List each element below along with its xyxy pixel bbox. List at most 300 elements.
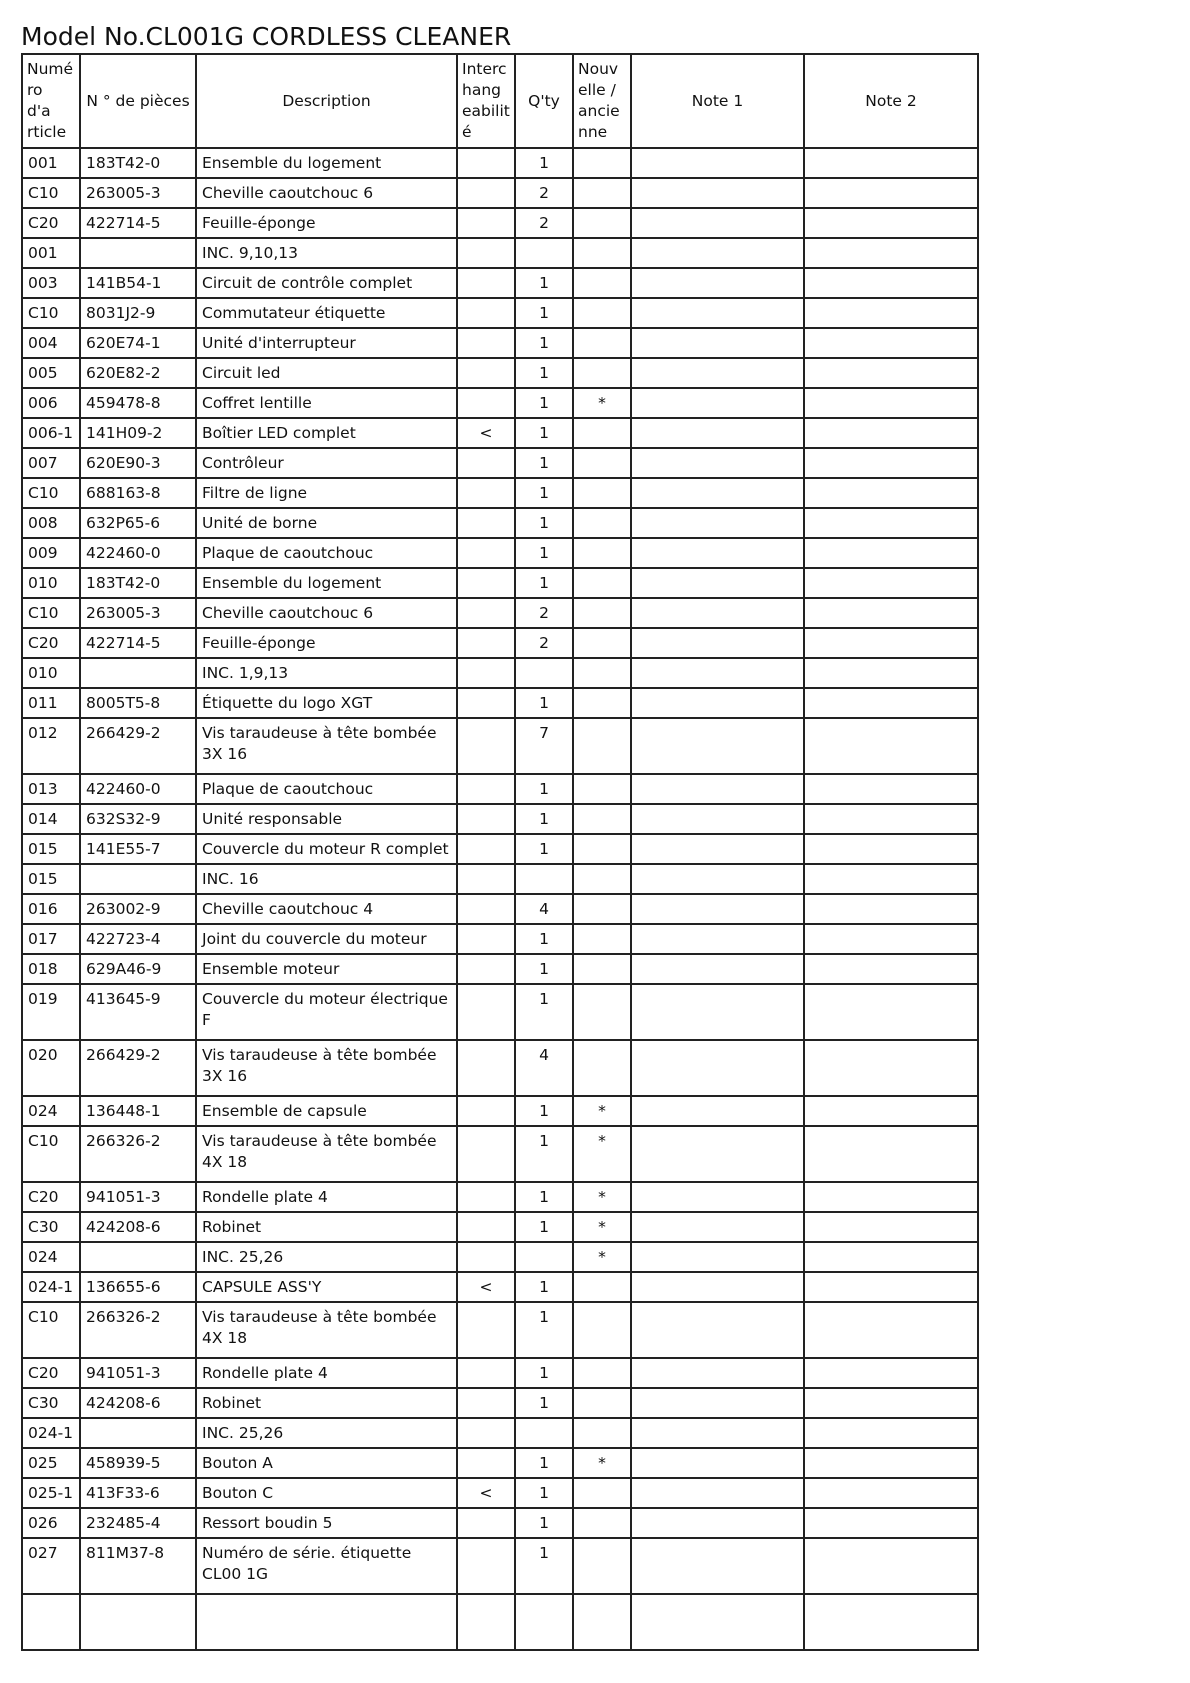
cell-item-no: 015 <box>22 864 80 894</box>
cell-description: Bouton C <box>196 1478 457 1508</box>
cell-description: Vis taraudeuse à tête bombée 4X 18 <box>196 1302 457 1358</box>
cell-note2 <box>804 1418 978 1448</box>
cell-item-no: 009 <box>22 538 80 568</box>
table-row <box>22 298 978 328</box>
cell-description: Unité responsable <box>196 804 457 834</box>
cell-item-no: C20 <box>22 628 80 658</box>
table-row <box>22 178 978 208</box>
cell-interchangeability <box>457 1096 515 1126</box>
cell-interchangeability <box>457 804 515 834</box>
cell-interchangeability <box>457 328 515 358</box>
cell-interchangeability <box>457 1418 515 1448</box>
cell-part-no: 413645-9 <box>80 984 196 1040</box>
cell-note2 <box>804 718 978 774</box>
cell-description: INC. 25,26 <box>196 1418 457 1448</box>
cell-description: Unité d'interrupteur <box>196 328 457 358</box>
cell-part-no: 141E55-7 <box>80 834 196 864</box>
cell-description: Ressort boudin 5 <box>196 1508 457 1538</box>
cell-part-no <box>80 864 196 894</box>
cell-description: Ensemble de capsule <box>196 1096 457 1126</box>
cell-item-no: C10 <box>22 1302 80 1358</box>
cell-note1 <box>631 1358 804 1388</box>
cell-new-old <box>573 804 631 834</box>
cell-note2 <box>804 448 978 478</box>
cell-interchangeability <box>457 894 515 924</box>
cell-interchangeability <box>457 1538 515 1594</box>
table-row <box>22 1508 978 1538</box>
table-row <box>22 1478 978 1508</box>
cell-part-no: 422714-5 <box>80 208 196 238</box>
cell-item-no: 006 <box>22 388 80 418</box>
cell-interchangeability <box>457 688 515 718</box>
table-row <box>22 1388 978 1418</box>
cell-part-no <box>80 1418 196 1448</box>
cell-note2 <box>804 1096 978 1126</box>
table-row <box>22 1126 978 1182</box>
cell-part-no: 424208-6 <box>80 1388 196 1418</box>
cell-new-old <box>573 208 631 238</box>
cell-description: Couvercle du moteur électrique F <box>196 984 457 1040</box>
cell-new-old <box>573 984 631 1040</box>
cell-new-old <box>573 358 631 388</box>
cell-part-no: 141H09-2 <box>80 418 196 448</box>
cell-item-no <box>22 1594 80 1650</box>
header-note1: Note 1 <box>631 54 804 148</box>
cell-item-no: 015 <box>22 834 80 864</box>
cell-description: INC. 9,10,13 <box>196 238 457 268</box>
cell-qty: 2 <box>515 178 573 208</box>
cell-note2 <box>804 178 978 208</box>
cell-part-no <box>80 1242 196 1272</box>
cell-note2 <box>804 864 978 894</box>
cell-note1 <box>631 688 804 718</box>
cell-new-old <box>573 478 631 508</box>
table-row <box>22 834 978 864</box>
cell-part-no: 629A46-9 <box>80 954 196 984</box>
cell-note2 <box>804 268 978 298</box>
cell-qty: 1 <box>515 148 573 178</box>
cell-note1 <box>631 864 804 894</box>
cell-part-no: 424208-6 <box>80 1212 196 1242</box>
cell-interchangeability <box>457 208 515 238</box>
cell-interchangeability <box>457 598 515 628</box>
cell-description: Plaque de caoutchouc <box>196 538 457 568</box>
cell-note1 <box>631 1388 804 1418</box>
cell-item-no: C20 <box>22 208 80 238</box>
cell-item-no: 013 <box>22 774 80 804</box>
cell-note1 <box>631 568 804 598</box>
table-row <box>22 1242 978 1272</box>
cell-note2 <box>804 478 978 508</box>
cell-item-no: 025-1 <box>22 1478 80 1508</box>
cell-description: Cheville caoutchouc 6 <box>196 178 457 208</box>
cell-interchangeability <box>457 864 515 894</box>
table-row <box>22 1418 978 1448</box>
header-qty: Q'ty <box>515 54 573 148</box>
cell-new-old: * <box>573 1182 631 1212</box>
cell-interchangeability <box>457 1508 515 1538</box>
cell-qty: 1 <box>515 478 573 508</box>
cell-new-old <box>573 508 631 538</box>
cell-part-no: 136655-6 <box>80 1272 196 1302</box>
cell-new-old <box>573 538 631 568</box>
table-row <box>22 448 978 478</box>
cell-qty: 1 <box>515 774 573 804</box>
header-new-old: Nouv elle / ancie nne <box>573 54 631 148</box>
cell-note1 <box>631 508 804 538</box>
table-row <box>22 984 978 1040</box>
cell-note1 <box>631 1212 804 1242</box>
cell-note1 <box>631 924 804 954</box>
parts-table-body <box>22 148 978 1650</box>
cell-note1 <box>631 598 804 628</box>
cell-new-old <box>573 1388 631 1418</box>
cell-interchangeability <box>457 1388 515 1418</box>
cell-qty: 1 <box>515 1126 573 1182</box>
table-row <box>22 598 978 628</box>
cell-note1 <box>631 834 804 864</box>
cell-qty: 1 <box>515 1302 573 1358</box>
cell-item-no: 024 <box>22 1242 80 1272</box>
cell-item-no: 024-1 <box>22 1272 80 1302</box>
cell-note1 <box>631 1302 804 1358</box>
cell-part-no: 620E82-2 <box>80 358 196 388</box>
cell-qty: 1 <box>515 1448 573 1478</box>
cell-new-old <box>573 178 631 208</box>
cell-note1 <box>631 298 804 328</box>
cell-note1 <box>631 1418 804 1448</box>
table-row <box>22 1302 978 1358</box>
cell-qty: 1 <box>515 448 573 478</box>
cell-item-no: C20 <box>22 1358 80 1388</box>
cell-note2 <box>804 1212 978 1242</box>
cell-part-no: 459478-8 <box>80 388 196 418</box>
cell-qty: 1 <box>515 508 573 538</box>
cell-qty: 1 <box>515 954 573 984</box>
cell-qty: 1 <box>515 1212 573 1242</box>
cell-qty: 1 <box>515 358 573 388</box>
cell-item-no: C10 <box>22 298 80 328</box>
cell-part-no: 422714-5 <box>80 628 196 658</box>
cell-item-no: 006-1 <box>22 418 80 448</box>
cell-new-old <box>573 598 631 628</box>
header-description: Description <box>196 54 457 148</box>
cell-description: Plaque de caoutchouc <box>196 774 457 804</box>
table-row <box>22 208 978 238</box>
cell-qty: 7 <box>515 718 573 774</box>
cell-note2 <box>804 598 978 628</box>
cell-description: Feuille-éponge <box>196 208 457 238</box>
cell-note1 <box>631 268 804 298</box>
cell-interchangeability <box>457 568 515 598</box>
cell-note2 <box>804 1478 978 1508</box>
cell-item-no: 017 <box>22 924 80 954</box>
cell-qty <box>515 864 573 894</box>
cell-qty: 1 <box>515 834 573 864</box>
parts-table <box>21 53 979 1651</box>
cell-item-no: 024-1 <box>22 1418 80 1448</box>
cell-interchangeability <box>457 658 515 688</box>
cell-new-old <box>573 1508 631 1538</box>
cell-note2 <box>804 628 978 658</box>
cell-new-old <box>573 448 631 478</box>
cell-new-old <box>573 628 631 658</box>
cell-note2 <box>804 238 978 268</box>
document-title: Model No.CL001G CORDLESS CLEANER <box>21 22 512 51</box>
table-row <box>22 1272 978 1302</box>
cell-note1 <box>631 1538 804 1594</box>
cell-qty <box>515 1418 573 1448</box>
cell-part-no: 263005-3 <box>80 178 196 208</box>
cell-note1 <box>631 1594 804 1650</box>
cell-interchangeability <box>457 1126 515 1182</box>
cell-new-old: * <box>573 1212 631 1242</box>
cell-interchangeability: < <box>457 418 515 448</box>
cell-qty: 1 <box>515 1508 573 1538</box>
cell-interchangeability <box>457 1242 515 1272</box>
cell-note1 <box>631 984 804 1040</box>
table-row <box>22 628 978 658</box>
cell-new-old: * <box>573 388 631 418</box>
cell-description <box>196 1594 457 1650</box>
cell-description: Circuit led <box>196 358 457 388</box>
header-interchangeability: Interc hang eabilit é <box>457 54 515 148</box>
cell-part-no: 620E90-3 <box>80 448 196 478</box>
table-row <box>22 894 978 924</box>
cell-note1 <box>631 628 804 658</box>
cell-note1 <box>631 804 804 834</box>
cell-description: INC. 1,9,13 <box>196 658 457 688</box>
cell-qty: 1 <box>515 1538 573 1594</box>
cell-new-old: * <box>573 1242 631 1272</box>
cell-item-no: 001 <box>22 238 80 268</box>
cell-item-no: 014 <box>22 804 80 834</box>
cell-interchangeability <box>457 268 515 298</box>
cell-new-old <box>573 924 631 954</box>
cell-description: Ensemble du logement <box>196 148 457 178</box>
cell-note2 <box>804 1388 978 1418</box>
table-row <box>22 924 978 954</box>
cell-note1 <box>631 1242 804 1272</box>
cell-interchangeability <box>457 628 515 658</box>
cell-item-no: 010 <box>22 658 80 688</box>
table-row <box>22 658 978 688</box>
cell-part-no: 266326-2 <box>80 1126 196 1182</box>
cell-note1 <box>631 1478 804 1508</box>
cell-qty: 1 <box>515 388 573 418</box>
cell-note2 <box>804 508 978 538</box>
cell-new-old <box>573 298 631 328</box>
cell-qty <box>515 238 573 268</box>
cell-qty: 1 <box>515 1272 573 1302</box>
cell-item-no: 010 <box>22 568 80 598</box>
cell-note2 <box>804 148 978 178</box>
cell-description: Étiquette du logo XGT <box>196 688 457 718</box>
cell-qty: 1 <box>515 1478 573 1508</box>
cell-item-no: C20 <box>22 1182 80 1212</box>
cell-qty: 1 <box>515 418 573 448</box>
cell-description: INC. 25,26 <box>196 1242 457 1272</box>
cell-part-no: 422460-0 <box>80 538 196 568</box>
cell-qty <box>515 1242 573 1272</box>
cell-item-no: 019 <box>22 984 80 1040</box>
cell-part-no: 458939-5 <box>80 1448 196 1478</box>
cell-note1 <box>631 148 804 178</box>
cell-qty: 1 <box>515 1358 573 1388</box>
cell-new-old <box>573 1272 631 1302</box>
cell-item-no: C10 <box>22 1126 80 1182</box>
cell-part-no: 263005-3 <box>80 598 196 628</box>
cell-note2 <box>804 328 978 358</box>
cell-note2 <box>804 208 978 238</box>
cell-note2 <box>804 954 978 984</box>
cell-part-no: 183T42-0 <box>80 148 196 178</box>
cell-new-old: * <box>573 1126 631 1182</box>
cell-part-no <box>80 1594 196 1650</box>
cell-item-no: 025 <box>22 1448 80 1478</box>
cell-part-no: 8031J2-9 <box>80 298 196 328</box>
cell-new-old <box>573 864 631 894</box>
cell-item-no: 005 <box>22 358 80 388</box>
table-row <box>22 1096 978 1126</box>
cell-part-no: 266326-2 <box>80 1302 196 1358</box>
cell-interchangeability <box>457 924 515 954</box>
cell-note1 <box>631 208 804 238</box>
cell-item-no: C30 <box>22 1388 80 1418</box>
table-row <box>22 1448 978 1478</box>
cell-note1 <box>631 1508 804 1538</box>
cell-part-no: 266429-2 <box>80 1040 196 1096</box>
cell-description: Commutateur étiquette <box>196 298 457 328</box>
cell-qty: 1 <box>515 688 573 718</box>
cell-new-old <box>573 834 631 864</box>
cell-new-old <box>573 568 631 598</box>
header-note2: Note 2 <box>804 54 978 148</box>
table-row <box>22 1212 978 1242</box>
cell-description: Unité de borne <box>196 508 457 538</box>
cell-note2 <box>804 924 978 954</box>
cell-description: Circuit de contrôle complet <box>196 268 457 298</box>
cell-note2 <box>804 358 978 388</box>
cell-note2 <box>804 1126 978 1182</box>
cell-item-no: 007 <box>22 448 80 478</box>
cell-note2 <box>804 298 978 328</box>
table-row <box>22 238 978 268</box>
cell-qty: 2 <box>515 208 573 238</box>
cell-description: Robinet <box>196 1388 457 1418</box>
table-row <box>22 538 978 568</box>
cell-qty <box>515 658 573 688</box>
table-row <box>22 1182 978 1212</box>
cell-qty <box>515 1594 573 1650</box>
cell-description: INC. 16 <box>196 864 457 894</box>
cell-note1 <box>631 1182 804 1212</box>
cell-new-old: * <box>573 1096 631 1126</box>
cell-interchangeability <box>457 298 515 328</box>
table-row <box>22 388 978 418</box>
cell-item-no: 027 <box>22 1538 80 1594</box>
table-row <box>22 864 978 894</box>
cell-note1 <box>631 448 804 478</box>
cell-part-no: 632S32-9 <box>80 804 196 834</box>
table-row <box>22 508 978 538</box>
cell-qty: 1 <box>515 984 573 1040</box>
cell-note1 <box>631 1096 804 1126</box>
cell-new-old <box>573 1594 631 1650</box>
cell-note1 <box>631 1448 804 1478</box>
table-row <box>22 148 978 178</box>
cell-note1 <box>631 894 804 924</box>
cell-note1 <box>631 1126 804 1182</box>
cell-description: Robinet <box>196 1212 457 1242</box>
cell-note2 <box>804 1302 978 1358</box>
cell-item-no: 020 <box>22 1040 80 1096</box>
cell-part-no: 422723-4 <box>80 924 196 954</box>
cell-qty: 1 <box>515 924 573 954</box>
cell-interchangeability <box>457 834 515 864</box>
cell-part-no <box>80 238 196 268</box>
cell-description: Joint du couvercle du moteur <box>196 924 457 954</box>
cell-note2 <box>804 1594 978 1650</box>
cell-note2 <box>804 984 978 1040</box>
cell-note2 <box>804 568 978 598</box>
cell-note1 <box>631 178 804 208</box>
cell-qty: 1 <box>515 1096 573 1126</box>
cell-note1 <box>631 718 804 774</box>
cell-item-no: 026 <box>22 1508 80 1538</box>
cell-interchangeability <box>457 1182 515 1212</box>
cell-interchangeability <box>457 1594 515 1650</box>
cell-new-old <box>573 418 631 448</box>
cell-description: Vis taraudeuse à tête bombée 3X 16 <box>196 718 457 774</box>
cell-part-no: 422460-0 <box>80 774 196 804</box>
cell-note1 <box>631 328 804 358</box>
cell-note2 <box>804 804 978 834</box>
cell-item-no: 018 <box>22 954 80 984</box>
cell-item-no: C10 <box>22 178 80 208</box>
cell-interchangeability <box>457 774 515 804</box>
cell-note1 <box>631 774 804 804</box>
cell-part-no: 811M37-8 <box>80 1538 196 1594</box>
cell-note1 <box>631 1040 804 1096</box>
cell-description: Cheville caoutchouc 6 <box>196 598 457 628</box>
cell-note1 <box>631 658 804 688</box>
cell-description: Couvercle du moteur R complet <box>196 834 457 864</box>
cell-description: Ensemble moteur <box>196 954 457 984</box>
cell-interchangeability <box>457 1448 515 1478</box>
header-part-no: N ° de pièces <box>80 54 196 148</box>
cell-note2 <box>804 658 978 688</box>
table-row <box>22 478 978 508</box>
cell-qty: 2 <box>515 628 573 658</box>
table-row <box>22 774 978 804</box>
table-row <box>22 1040 978 1096</box>
cell-description: Bouton A <box>196 1448 457 1478</box>
cell-qty: 1 <box>515 1182 573 1212</box>
cell-part-no: 413F33-6 <box>80 1478 196 1508</box>
cell-note1 <box>631 954 804 984</box>
table-row <box>22 688 978 718</box>
cell-new-old <box>573 688 631 718</box>
cell-note1 <box>631 358 804 388</box>
cell-new-old: * <box>573 1448 631 1478</box>
cell-interchangeability <box>457 238 515 268</box>
cell-interchangeability <box>457 1358 515 1388</box>
table-row <box>22 328 978 358</box>
cell-description: Contrôleur <box>196 448 457 478</box>
cell-note2 <box>804 894 978 924</box>
cell-new-old <box>573 1478 631 1508</box>
